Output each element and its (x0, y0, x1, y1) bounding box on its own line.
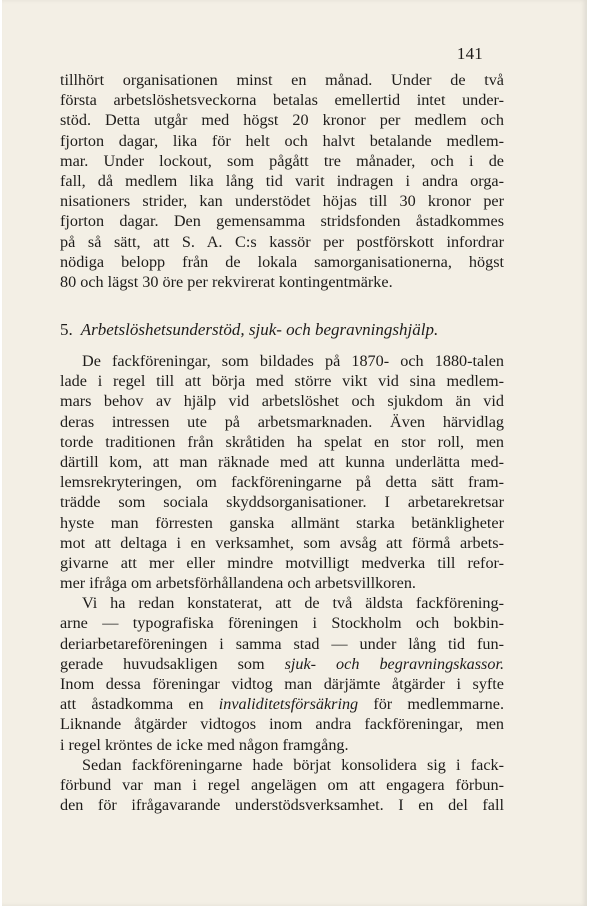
book-page (2, 0, 587, 906)
text-line: hyste man förresten ganska allmänt starka betänkligheter (60, 513, 504, 532)
text-line: nisationers strider, kan understödet höjas till 30 kronor per (60, 192, 504, 211)
text-line: Liknande åtgärder vidtogos inom andra fackföreningar, men (60, 715, 504, 734)
text-line (60, 694, 504, 714)
text-line: lemsrekryteringen, om fackföreningarne på detta sätt fram- (60, 473, 504, 492)
paragraph-1 (60, 70, 504, 292)
text-span: att åstadkomma en (60, 695, 219, 714)
text-line: stöd. Detta utgår med högst 20 kronor per medlem och (60, 111, 504, 130)
text-line: mer ifråga om arbetsförhållandena och arbetsvillkoren. (60, 574, 416, 593)
text-line: Inom dessa föreningar vidtog man därjämte åtgärder i syfte (60, 675, 504, 693)
emphasis-text: sjuk- och begravningskassor. (284, 654, 504, 673)
text-line: Sedan fackföreningarne hade börjat konsolidera sig i fack- (82, 755, 504, 774)
page-number: 141 (456, 44, 483, 63)
text-line: den för ifrågavarande understödsverksamhet. I en del fall (60, 796, 504, 815)
text-line: mar. Under lockout, som pågått tre månader, och i de (60, 151, 504, 170)
text-line: förbund var man i regel angelägen om att engagera förbun- (60, 775, 504, 794)
section-number: 5. (60, 320, 73, 339)
text-line: första arbetslöshetsveckorna betalas emellertid intet under- (60, 91, 504, 110)
text-line: De fackföreningar, som bildades på 1870- och 1880-talen (82, 352, 504, 370)
text-line: lade i regel till att börja med större vikt vid sina medlem- (60, 372, 504, 391)
text-line: mot att deltaga i en verksamhet, som avsåg att förmå arbets- (60, 533, 504, 552)
text-line: i regel kröntes de icke med någon framgång. (60, 735, 349, 754)
text-line: nödiga belopp från de lokala samorganisationerna, högst (60, 252, 504, 271)
emphasis-text: invaliditetsförsäkring (218, 695, 359, 714)
text-line: arne — typografiska föreningen i Stockholm och bokbin- (60, 614, 504, 633)
section-heading (60, 320, 520, 340)
body-text (60, 351, 504, 815)
text-line: Vi ha redan konstaterat, att de två äldsta fackförening- (82, 594, 504, 613)
text-span: för medlemmarne. (358, 695, 504, 714)
text-line: deriarbetareföreningen i samma stad — under lång tid fun- (60, 634, 504, 653)
text-span: gerade huvudsakligen som (60, 654, 285, 673)
text-line: fall, då medlem lika lång tid varit indragen i andra orga- (60, 171, 504, 190)
text-line: mars behov av hjälp vid arbetslöshet och sjukdom än vid (60, 392, 504, 411)
text-line: på så sätt, att S. A. C:s kassör per postförskott infordrar (60, 232, 504, 251)
section-title: Arbetslöshetsunderstöd, sjuk- och begravningshjälp. (80, 320, 439, 339)
text-line: torde traditionen från skråtiden ha spelat en stor roll, men (60, 432, 504, 451)
text-line: deras intressen ute på arbetsmarknaden. Även härvidlag (60, 412, 504, 431)
text-line: fjorton dagar. Den gemensamma stridsfonden åstadkommes (60, 212, 504, 231)
text-line: tillhört organisationen minst en månad. Under de två (60, 71, 504, 89)
text-line: fjorton dagar, lika för helt och halvt betalande medlem- (60, 131, 504, 150)
text-line: 80 och lägst 30 öre per rekvirerat kontingentmärke. (60, 272, 393, 291)
text-line: därtill kom, att man räknade med att kunna underlätta med- (60, 452, 504, 471)
text-line: trädde som sociala skyddsorganisationer. I arbetarekretsar (60, 493, 504, 512)
text-line (60, 654, 504, 674)
text-line: givarne att mer eller mindre motvilligt medverka till refor- (60, 553, 504, 572)
